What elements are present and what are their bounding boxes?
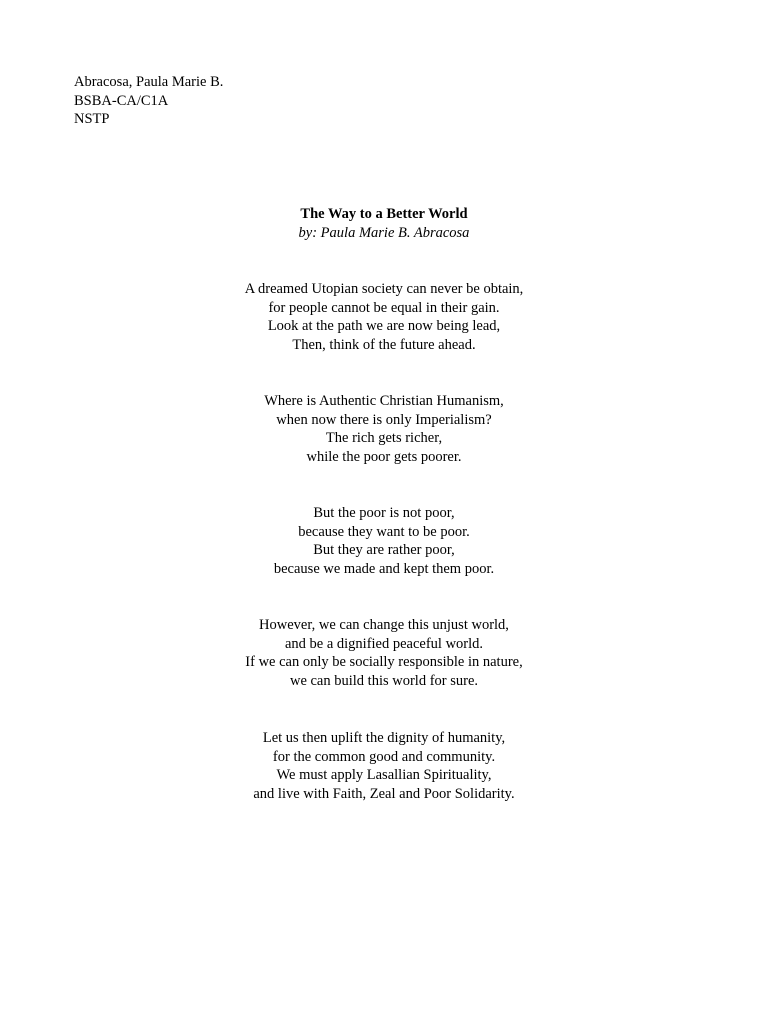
poem-title: The Way to a Better World — [300, 206, 468, 222]
poem-line: for the common good and community. — [272, 748, 496, 765]
poem-line: while the poor gets poorer. — [306, 448, 462, 465]
stanza-4 — [0, 616, 768, 690]
poem-heading — [0, 205, 768, 242]
poem-line: But they are rather poor, — [313, 542, 455, 558]
poem-line: A dreamed Utopian society can never be obtain, — [244, 281, 524, 297]
poem-line: If we can only be socially responsible in nature, — [245, 654, 523, 670]
poem-line: and live with Faith, Zeal and Poor Solidarity. — [253, 785, 515, 802]
poem-line: because they want to be poor. — [298, 523, 470, 540]
poem-line: However, we can change this unjust world, — [259, 617, 509, 633]
poem-line: for people cannot be equal in their gain. — [268, 299, 500, 316]
poem-line: when now there is only Imperialism? — [276, 411, 492, 428]
poem-line: Where is Authentic Christian Humanism, — [264, 393, 504, 409]
poem-line: But the poor is not poor, — [313, 505, 455, 521]
poem-line: we can build this world for sure. — [289, 672, 479, 689]
stanza-2 — [0, 392, 768, 466]
stanza-3 — [0, 504, 768, 578]
poem-line: Let us then uplift the dignity of humanity, — [262, 730, 506, 746]
poem-line: Then, think of the future ahead. — [292, 336, 476, 353]
poem-line: The rich gets richer, — [325, 430, 443, 446]
poem-line: Look at the path we are now being lead, — [267, 318, 501, 334]
poem-line: because we made and kept them poor. — [273, 560, 495, 577]
poem-line: We must apply Lasallian Spirituality, — [276, 767, 492, 783]
author-name: Abracosa, Paula Marie B. — [74, 74, 224, 90]
course-subject: NSTP — [74, 111, 110, 127]
stanza-1 — [0, 280, 768, 354]
stanza-5 — [0, 729, 768, 803]
course-section: BSBA-CA/C1A — [74, 92, 169, 109]
poem-byline: by: Paula Marie B. Abracosa — [298, 224, 470, 241]
author-header — [74, 73, 223, 129]
poem-line: and be a dignified peaceful world. — [284, 635, 484, 652]
